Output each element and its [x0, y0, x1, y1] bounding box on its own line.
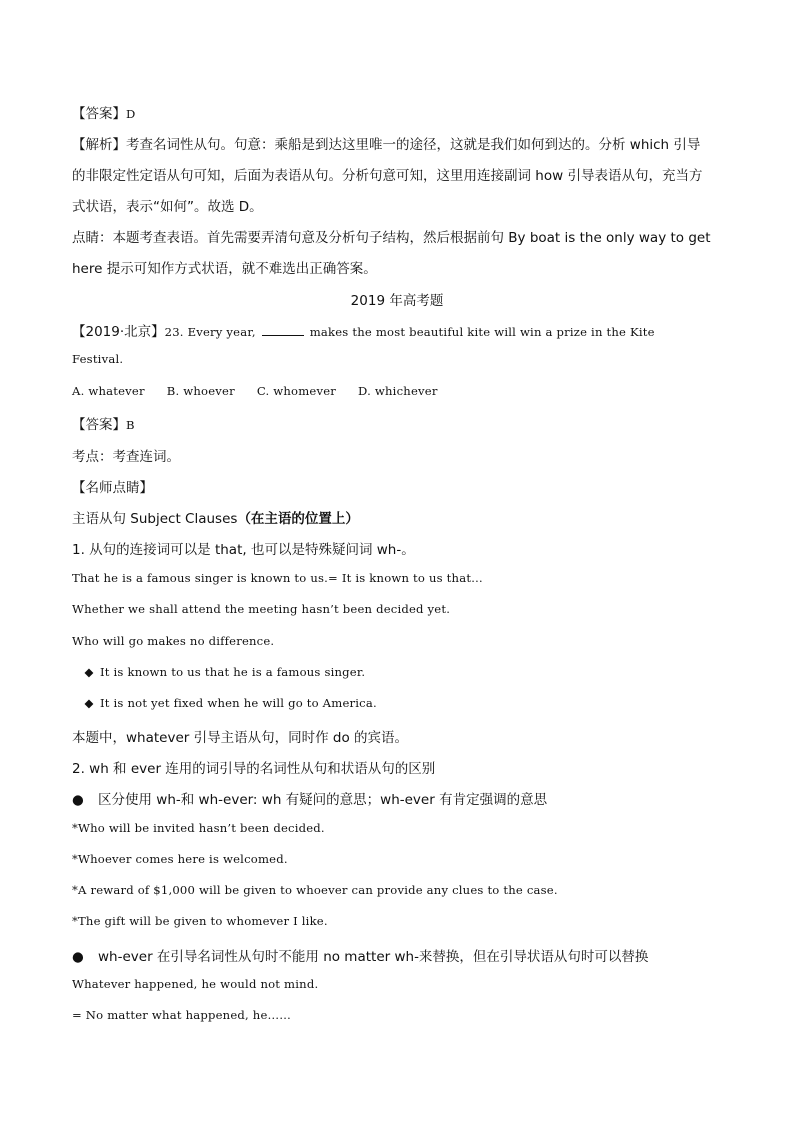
option-a: A. whatever: [72, 384, 145, 398]
option-c: C. whomever: [256, 384, 337, 398]
question-line-2: Festival.: [72, 352, 124, 366]
diamond-icon: ◆: [84, 696, 94, 710]
note-line: 本题中，whatever 引导主语从句，同时作 do 的宾语。: [72, 730, 409, 746]
subject-clause-title: [72, 507, 359, 527]
answer2-value: B: [126, 418, 135, 432]
question-text-after: makes the most beautiful kite will win a prize in the Kite: [309, 325, 655, 339]
teacher-tip-heading: 【名师点睛】: [72, 480, 153, 496]
answer2-bracket: 【答案】: [72, 417, 126, 433]
analysis-line-3: 式状语，表示“如何”。故选 D。: [72, 199, 263, 215]
answer-value: D: [126, 107, 136, 121]
answer-bracket: 【答案】: [72, 106, 126, 122]
option-d: D. whichever: [358, 384, 438, 398]
answer-blank: [262, 325, 304, 336]
item-1: 1. 从句的连接词可以是 that, 也可以是特殊疑问词 wh-。: [72, 542, 415, 558]
tip-line-2: here 提示可知作方式状语，就不难选出正确答案。: [72, 261, 377, 277]
example-6: *A reward of $1,000 will be given to whoever can provide any clues to the case.: [72, 883, 558, 897]
diamond-icon: ◆: [84, 665, 94, 679]
tip-line-1: 点睛：本题考查表语。首先需要弄清句意及分析句子结构，然后根据前句 By boat is the only way to get: [72, 230, 711, 246]
question-text-before: 23. Every year,: [164, 325, 256, 339]
analysis-line-1: [72, 133, 700, 153]
bullet-item-1: [72, 788, 547, 808]
example-8: Whatever happened, he would not mind.: [72, 977, 319, 991]
analysis-bracket: 【解析】: [72, 137, 126, 153]
example-3: Who will go makes no difference.: [72, 634, 275, 648]
options-line: [72, 384, 438, 398]
option-b: B. whoever: [166, 384, 235, 398]
bullet-text-1: 区分使用 wh-和 wh-ever: wh 有疑问的意思；wh-ever 有肯定强调的意思: [98, 792, 548, 808]
analysis-line-2: 的非限定性定语从句可知，后面为表语从句。分析句意可知，这里用连接副词 how 引导表语从句，充当方: [72, 168, 703, 184]
example-4: *Who will be invited hasn’t been decided.: [72, 821, 325, 835]
subject-clause-title-text: 主语从句 Subject Clauses: [72, 511, 238, 527]
subject-clause-title-bold: （在主语的位置上）: [237, 511, 359, 527]
section-title: 2019 年高考题: [350, 293, 444, 309]
example-9: = No matter what happened, he……: [72, 1008, 292, 1022]
example-2: Whether we shall attend the meeting hasn’t been decided yet.: [72, 602, 451, 616]
diamond-item-2: [78, 696, 377, 710]
bullet-item-2: [72, 945, 648, 965]
example-5: *Whoever comes here is welcomed.: [72, 852, 288, 866]
example-7: *The gift will be given to whomever I like.: [72, 914, 328, 928]
point-line: 考点：考查连词。: [72, 449, 180, 465]
bullet-icon: ●: [72, 792, 84, 808]
diamond-text-2: It is not yet fixed when he will go to America.: [100, 696, 377, 710]
analysis-text-1: 考查名词性从句。句意：乘船是到达这里唯一的途径，这就是我们如何到达的。分析 which 引导: [126, 137, 701, 153]
question-source: 【2019·北京】: [72, 324, 165, 340]
part2-title: 2. wh 和 ever 连用的词引导的名词性从句和状语从句的区别: [72, 761, 436, 777]
example-1: That he is a famous singer is known to us.= It is known to us that…: [72, 571, 483, 585]
diamond-text-1: It is known to us that he is a famous singer.: [100, 665, 366, 679]
answer-line-1: [72, 102, 136, 122]
answer-line-2: [72, 413, 135, 433]
bullet-icon: ●: [72, 949, 84, 965]
bullet-text-2: wh-ever 在引导名词性从句时不能用 no matter wh-来替换，但在引导状语从句时可以替换: [98, 949, 649, 965]
question-line-1: [72, 320, 655, 340]
diamond-item-1: [78, 665, 365, 679]
